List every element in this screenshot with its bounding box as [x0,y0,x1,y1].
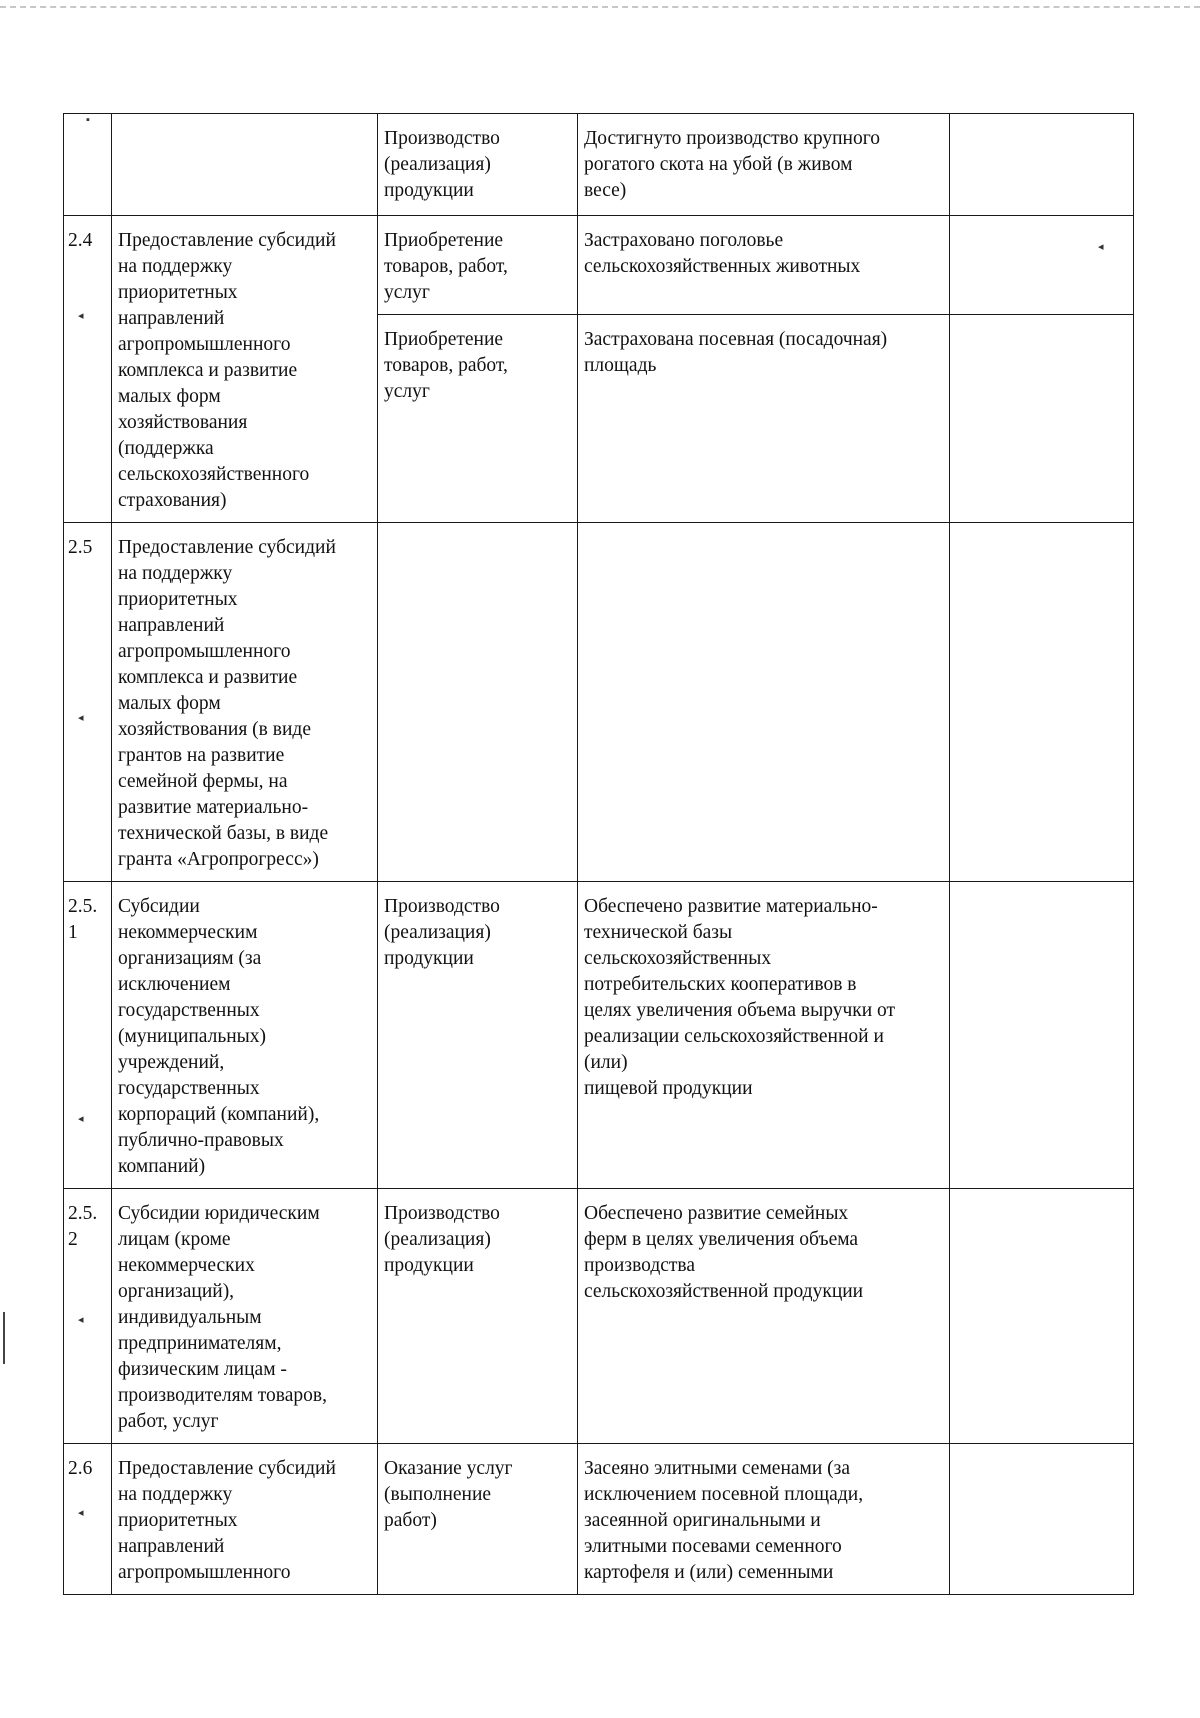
table-row [64,882,1134,1189]
scan-speck: ◂ [78,712,84,724]
scan-speck: ◂ [78,1113,84,1125]
table-row [64,216,1134,315]
row-number-cell: 2.5 ◂ [64,523,112,882]
result-type-cell: Производство (реализация) продукции [378,1189,578,1444]
result-description-cell: Застраховано поголовье сельскохозяйственных животных [578,216,950,315]
measure-name-cell: Субсидии юридическим лицам (кроме некоммерческих организаций), индивидуальным предпринимателям, физическим лицам - производителям товаров, работ, услуг [112,1189,378,1444]
row-number-cell: 2.6 ◂ [64,1444,112,1595]
row-number-cell [64,114,112,216]
measure-name-cell: Предоставление субсидий на поддержку приоритетных направлений агропромышленного [112,1444,378,1595]
extra-cell [950,216,1134,315]
result-type-cell: Приобретение товаров, работ, услуг [378,315,578,523]
row-number-cell: 2.5. 2 ◂ [64,1189,112,1444]
result-type-cell: Производство (реализация) продукции [378,882,578,1189]
extra-cell [950,882,1134,1189]
result-description-cell: Застрахована посевная (посадочная) площадь [578,315,950,523]
scan-top-edge [0,0,1200,8]
extra-cell [950,523,1134,882]
scan-speck: ◂ [78,1507,84,1519]
result-description-cell [578,523,950,882]
result-description-cell: Обеспечено развитие семейных ферм в целях увеличения объема производства сельскохозяйственной продукции [578,1189,950,1444]
table-row [64,523,1134,882]
scan-speck: ▪ [86,114,90,126]
result-type-cell [378,523,578,882]
measure-name-cell: Предоставление субсидий на поддержку приоритетных направлений агропромышленного комплекса и развитие малых форм хозяйствования (поддержка сельскохозяйственного страхования) [112,216,378,523]
extra-cell: ◂ [950,1189,1134,1444]
result-description-cell: Засеяно элитными семенами (за исключением посевной площади, засеянной оригинальными и элитными посевами семенного картофеля и (или) семенными [578,1444,950,1595]
measure-name-cell: Предоставление субсидий на поддержку приоритетных направлений агропромышленного комплекса и развитие малых форм хозяйствования (в виде грантов на развитие семейной фермы, на развитие материально- технической базы, в виде гранта «Агропрогресс») [112,523,378,882]
row-number-cell: 2.4 ◂ [64,216,112,523]
result-type-cell: Производство (реализация) продукции [378,114,578,216]
table-row [64,1189,1134,1444]
scan-speck: ◂ [78,1314,84,1326]
result-type-cell: Приобретение товаров, работ, услуг [378,216,578,315]
measure-name-cell [112,114,378,216]
row-number-cell: 2.5. 1 ◂ [64,882,112,1189]
scan-left-mark [3,1312,5,1364]
result-type-cell: Оказание услуг (выполнение работ) [378,1444,578,1595]
extra-cell [950,1444,1134,1595]
result-description-cell: Обеспечено развитие материально- технической базы сельскохозяйственных потребительских кооперативов в целях увеличения объема выручки от реализации сельскохозяйственной и (или) пищевой продукции [578,882,950,1189]
subsidy-results-table [63,113,1134,1595]
table-row [64,1444,1134,1595]
result-description-cell: Достигнуто производство крупного рогатого скота на убой (в живом весе) [578,114,950,216]
extra-cell [950,315,1134,523]
extra-cell [950,114,1134,216]
scan-speck: ◂ [78,310,84,322]
measure-name-cell: Субсидии некоммерческим организациям (за исключением государственных (муниципальных) учреждений, государственных корпораций (компаний), публично-правовых компаний) [112,882,378,1189]
table-row [64,114,1134,216]
